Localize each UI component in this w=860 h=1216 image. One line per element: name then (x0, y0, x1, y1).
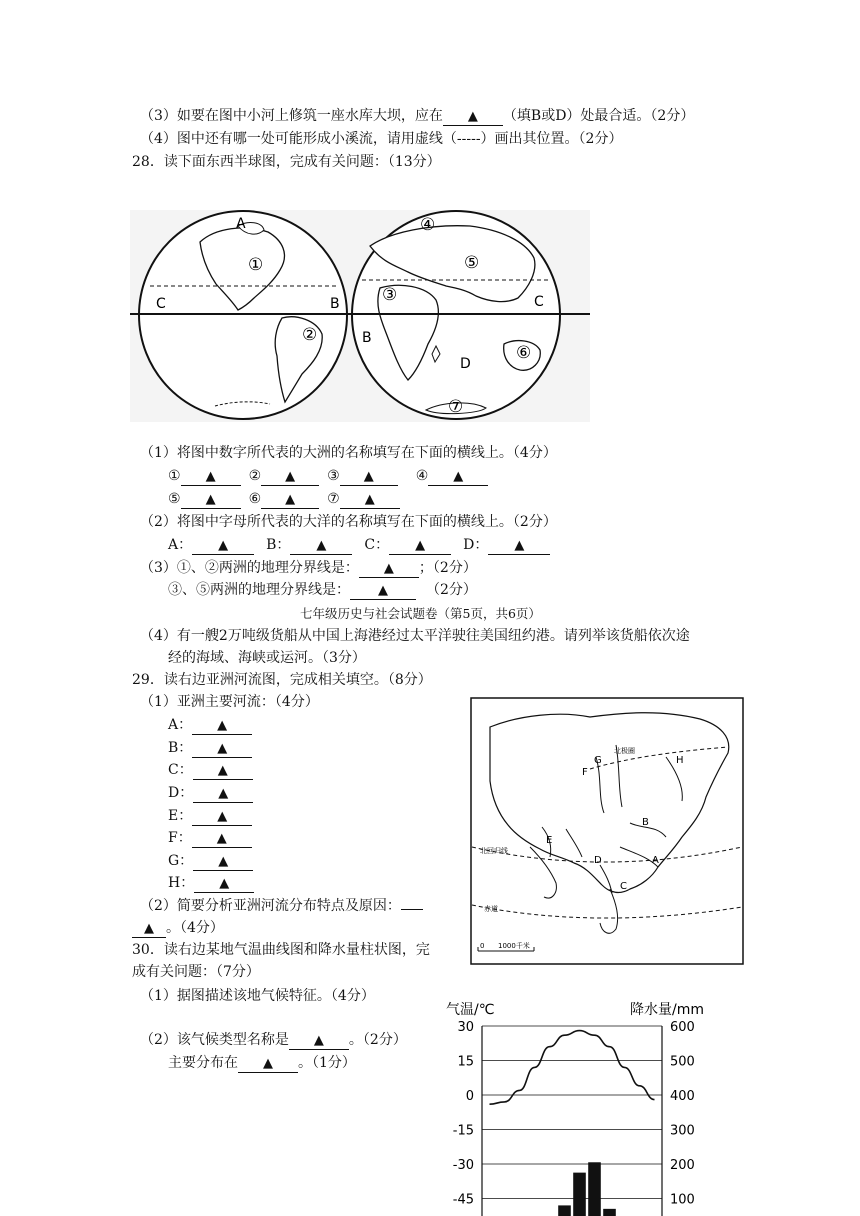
left-tick-label: -30 (452, 1158, 474, 1173)
answer-blank[interactable]: ▲ (290, 537, 352, 555)
q30-sub-2: （2）该气候类型名称是 ▲ 。（2分） (140, 1032, 407, 1048)
asia-label-G: G (594, 755, 602, 766)
map-label-5: ⑤ (464, 253, 480, 273)
answer-blank[interactable]: ▲ (193, 762, 253, 780)
river-row-G: G： ▲ (168, 851, 253, 871)
river-row-C: C： ▲ (168, 760, 253, 780)
river-row-F: F： ▲ (168, 828, 252, 848)
q30-title-line-2: 成有关问题：（7分） (132, 964, 260, 980)
left-axis-label: 气温/℃ (446, 1002, 495, 1018)
answer-blank[interactable]: ▲ (350, 582, 416, 600)
left-tick-label: 30 (457, 1020, 474, 1035)
q29-sub-1: （1）亚洲主要河流：（4分） (140, 694, 319, 710)
answer-blank[interactable]: ▲ (192, 808, 252, 826)
precipitation-bar (603, 1209, 616, 1216)
map-label-C-east: C (534, 294, 544, 310)
asia-label-B: B (642, 817, 649, 828)
precipitation-bar (588, 1162, 601, 1216)
answer-blank[interactable]: ▲ (194, 875, 254, 893)
q29-sub-2-cont: ▲ 。（4分） (132, 918, 224, 938)
q30-sub-3: 主要分布在 ▲ 。（1分） (168, 1055, 356, 1071)
q28-continent-row-1: ① ▲ ② ▲ ③ ▲ ④ ▲ (168, 466, 488, 486)
q30-sub-1: （1）据图描述该地气候特征。（4分） (140, 988, 375, 1004)
map-label-6: ⑥ (516, 343, 532, 363)
map-label-4: ④ (420, 215, 436, 235)
river-row-B: B： ▲ (168, 738, 252, 758)
answer-blank[interactable]: ▲ (192, 830, 252, 848)
left-tick-label: 15 (457, 1054, 474, 1070)
q27-line-4: （4）图中还有哪一处可能形成小溪流，请用虚线（-----）画出其位置。（2分） (140, 131, 623, 147)
answer-blank[interactable]: ▲ (289, 1032, 349, 1050)
map-label-1: ① (248, 255, 264, 275)
asia-label-A: A (652, 855, 659, 866)
right-tick-label: 100 (670, 1192, 695, 1208)
asia-label-arctic: 北极圈 (614, 747, 635, 755)
q28-sub-1: （1）将图中数字所代表的大洲的名称填写在下面的横线上。（4分） (140, 445, 557, 461)
answer-blank[interactable]: ▲ (192, 537, 254, 555)
page-footer: 七年级历史与社会试题卷（第5页，共6页） (300, 606, 541, 621)
q28-sub-4-line-2: 经的海域、海峡或运河。（3分） (168, 650, 366, 666)
right-axis-label: 降水量/mm (630, 1002, 704, 1018)
answer-blank[interactable]: ▲ (389, 537, 451, 555)
asia-label-E: E (546, 835, 553, 846)
answer-blank[interactable]: ▲ (181, 491, 241, 509)
left-tick-label: -45 (452, 1192, 474, 1208)
q28-continent-row-2: ⑤ ▲ ⑥ ▲ ⑦ ▲ (168, 489, 400, 509)
map-label-B-east: B (362, 330, 372, 346)
asia-label-tropic: 北回归线 (480, 847, 508, 855)
answer-blank[interactable]: ▲ (132, 920, 166, 938)
river-row-E: E： ▲ (168, 806, 252, 826)
left-tick-label: 0 (465, 1089, 474, 1104)
answer-blank[interactable]: ▲ (340, 468, 398, 486)
asia-river-map (470, 697, 744, 965)
right-tick-label: 200 (670, 1158, 695, 1173)
climate-chart (432, 998, 732, 1216)
answer-blank[interactable]: ▲ (428, 468, 488, 486)
left-tick-label: -15 (452, 1123, 474, 1139)
q27-line-3: （3）如要在图中小河上修筑一座水库大坝，应在 ▲ （填B或D）处最合适。（2分） (140, 108, 695, 124)
asia-label-C: C (620, 881, 627, 892)
answer-blank[interactable]: ▲ (192, 740, 252, 758)
q28-sub-3b: ③、⑤两洲的地理分界线是： ▲ （2分） (168, 582, 477, 598)
asia-label-D: D (594, 855, 602, 866)
answer-blank[interactable] (401, 909, 423, 910)
answer-blank[interactable]: ▲ (261, 491, 319, 509)
answer-blank[interactable]: ▲ (340, 491, 400, 509)
answer-blank[interactable]: ▲ (193, 853, 253, 871)
q28-title: 28．读下面东西半球图，完成有关问题：（13分） (132, 154, 441, 170)
temperature-curve (490, 1031, 655, 1105)
right-tick-label: 500 (670, 1054, 695, 1070)
river-row-A: A： ▲ (168, 715, 252, 735)
map-label-B-west: B (330, 296, 340, 312)
answer-blank[interactable]: ▲ (238, 1055, 298, 1073)
asia-label-F: F (582, 767, 588, 778)
hemisphere-map (130, 210, 590, 422)
right-tick-label: 300 (670, 1123, 695, 1139)
q28-ocean-row: A： ▲ B： ▲ C： ▲ D： ▲ (168, 535, 550, 555)
answer-blank[interactable]: ▲ (261, 468, 319, 486)
precipitation-bar (558, 1205, 571, 1216)
river-row-H: H： ▲ (168, 873, 254, 893)
asia-label-equator: 赤道 (484, 905, 498, 913)
map-label-3: ③ (382, 285, 398, 305)
answer-blank[interactable]: ▲ (181, 468, 241, 486)
right-tick-label: 400 (670, 1089, 695, 1104)
answer-blank[interactable]: ▲ (359, 560, 419, 578)
right-tick-label: 600 (670, 1020, 695, 1035)
map-label-D: D (460, 356, 471, 372)
q30-title-line-1: 30．读右边某地气温曲线图和降水量柱状图，完 (132, 942, 430, 958)
q28-sub-3a: （3）①、②两洲的地理分界线是： ▲ ；（2分） (140, 560, 477, 576)
asia-label-H: H (676, 755, 684, 766)
answer-blank[interactable]: ▲ (488, 537, 550, 555)
map-label-7: ⑦ (448, 397, 464, 417)
asia-scale-label: 1000千米 (498, 942, 530, 950)
map-label-C-west: C (156, 296, 166, 312)
q28-sub-2: （2）将图中字母所代表的大洋的名称填写在下面的横线上。（2分） (140, 514, 557, 530)
q29-sub-2: （2）简要分析亚洲河流分布特点及原因： (140, 896, 423, 916)
q29-title: 29．读右边亚洲河流图，完成相关填空。（8分） (132, 672, 432, 688)
q28-sub-4-line-1: （4）有一艘2万吨级货船从中国上海港经过太平洋驶往美国纽约港。请列举该货船依次途 (140, 628, 690, 644)
answer-blank[interactable]: ▲ (193, 785, 253, 803)
river-row-D: D： ▲ (168, 783, 253, 803)
map-label-2: ② (302, 325, 318, 345)
precipitation-bar (573, 1173, 586, 1216)
asia-scale-zero: 0 (480, 942, 485, 950)
map-label-A: A (236, 216, 246, 232)
answer-blank[interactable]: ▲ (443, 108, 503, 126)
answer-blank[interactable]: ▲ (192, 717, 252, 735)
